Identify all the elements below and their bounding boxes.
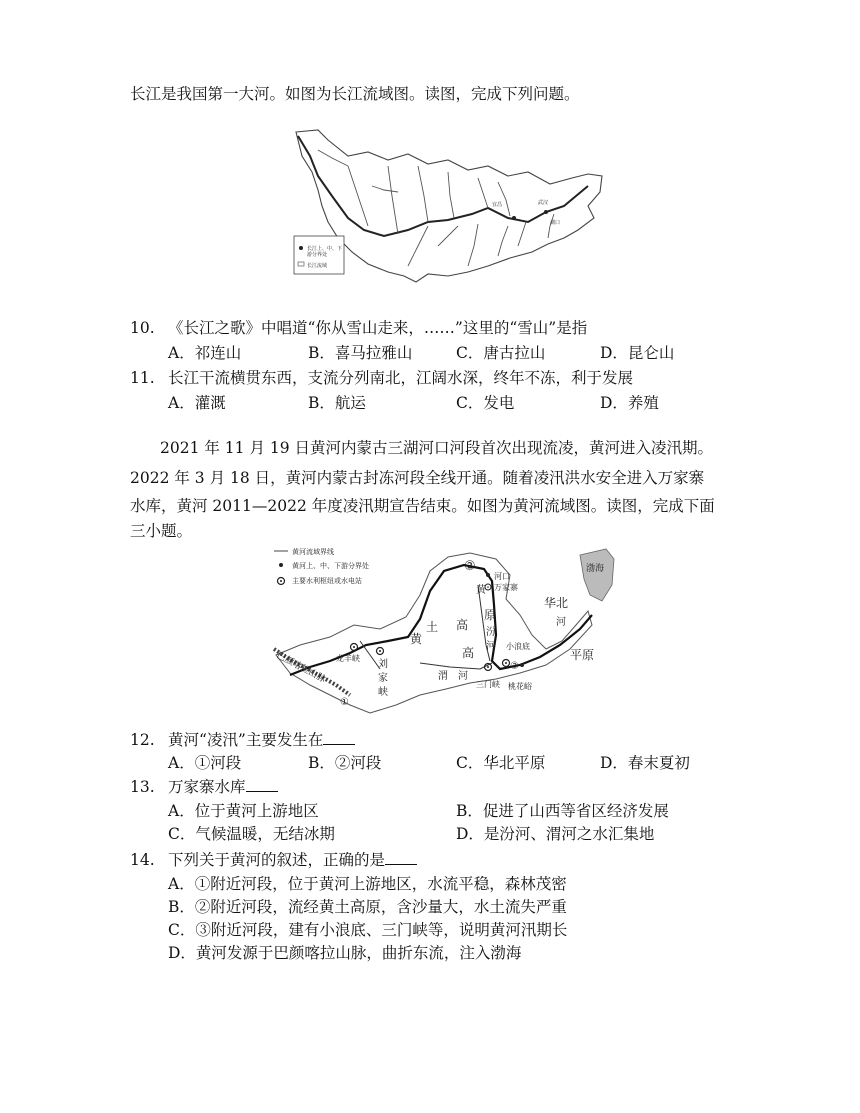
question-number: 14.: [130, 851, 155, 869]
intro-huanghe-line2: 2022 年 3 月 18 日，黄河内蒙古封冻河段全线开通。随着凌汛洪水安全进入万家寨: [130, 469, 705, 487]
q14-option-c: C．③附近河段，建有小浪底、三门峡等，说明黄河汛期长: [168, 921, 568, 939]
svg-text:黄: 黄: [476, 585, 486, 596]
q10-option-c: C．唐古拉山: [456, 344, 546, 362]
svg-text:原: 原: [484, 608, 497, 622]
q11-option-c: C．发电: [456, 394, 515, 412]
q14-option-d: D．黄河发源于巴颜喀拉山脉，曲折东流，注入渤海: [168, 944, 522, 962]
svg-text:华北: 华北: [544, 596, 569, 610]
svg-text:三门峡: 三门峡: [476, 680, 500, 689]
svg-text:家: 家: [378, 673, 388, 684]
q14-option-a: A．①附近河段，位于黄河上游地区，水流平稳，森林茂密: [168, 875, 567, 893]
svg-text:高: 高: [456, 618, 469, 632]
question-stem: 长江干流横贯东西，支流分列南北，江阔水深，终年不冻，利于发展: [168, 369, 634, 387]
q11-option-d: D．养殖: [600, 394, 659, 412]
svg-text:高: 高: [462, 646, 475, 660]
question-stem: 万家寨水库: [168, 778, 246, 796]
question-number: 11.: [130, 369, 155, 387]
question-stem: 下列关于黄河的叙述，正确的是: [168, 851, 386, 869]
question-14: [130, 848, 417, 870]
answer-blank[interactable]: [385, 850, 417, 865]
svg-text:桃花峪: 桃花峪: [508, 682, 532, 691]
question-11: [130, 366, 633, 388]
q10-option-d: D．昆仑山: [600, 344, 675, 362]
svg-text:黄: 黄: [410, 632, 423, 646]
question-stem: 《长江之歌》中唱道“你从雪山走来，……”这里的“雪山”是指: [168, 319, 588, 337]
intro-changjiang: 长江是我国第一大河。如图为长江流域图。读图，完成下列问题。: [130, 85, 580, 103]
question-number: 13.: [130, 778, 155, 796]
svg-text:黄河流域界线: 黄河流域界线: [292, 548, 334, 556]
intro-huanghe-line4: 三小题。: [130, 522, 193, 540]
svg-text:宜昌: 宜昌: [492, 202, 503, 208]
svg-text:渤海: 渤海: [586, 564, 605, 574]
svg-text:巴颜喀拉山脉: 巴颜喀拉山脉: [274, 650, 327, 686]
answer-blank[interactable]: [323, 730, 355, 745]
svg-text:河: 河: [556, 617, 566, 628]
changjiang-basin-map: [288, 126, 606, 288]
question-10: [130, 316, 587, 338]
svg-text:游分界处: 游分界处: [307, 252, 328, 258]
svg-text:龙羊峡: 龙羊峡: [336, 654, 360, 663]
huanghe-basin-map: [270, 545, 616, 717]
question-12: [130, 728, 355, 750]
svg-text:土: 土: [426, 620, 439, 634]
svg-text:小浪底: 小浪底: [506, 642, 530, 651]
svg-text:平原: 平原: [570, 648, 595, 662]
svg-text:万家寨: 万家寨: [494, 583, 518, 592]
question-13: [130, 775, 278, 797]
q14-option-b: B．②附近河段，流经黄土高原，含沙量大，水土流失严重: [168, 898, 567, 916]
svg-text:②: ②: [464, 559, 476, 574]
svg-text:长江流域: 长江流域: [307, 263, 328, 269]
dam-icon: [278, 578, 285, 585]
q11-option-b: B．航运: [308, 394, 366, 412]
svg-text:湖口: 湖口: [550, 220, 561, 226]
svg-text:黄河上、中、下游分界处: 黄河上、中、下游分界处: [292, 562, 369, 570]
q10-option-b: B．喜马拉雅山: [308, 344, 413, 362]
q12-option-d: D．春末夏初: [600, 754, 690, 772]
svg-text:①: ①: [340, 697, 349, 708]
bohai-sea: [580, 549, 614, 601]
svg-text:长江上、中、下: 长江上、中、下: [307, 246, 343, 252]
question-number: 12.: [130, 731, 155, 749]
q12-option-a: A．①河段: [168, 754, 242, 772]
svg-text:③: ③: [510, 661, 519, 672]
svg-text:河口: 河口: [494, 572, 510, 581]
question-number: 10.: [130, 319, 155, 337]
svg-text:峡: 峡: [378, 687, 388, 698]
q13-option-b: B．促进了山西等省区经济发展: [456, 802, 669, 820]
svg-text:武汉: 武汉: [538, 200, 549, 206]
q11-option-a: A．灌溉: [168, 394, 226, 412]
svg-text:汾: 汾: [486, 627, 496, 638]
q13-option-c: C．气候温暖，无结冰期: [168, 825, 335, 843]
q13-option-a: A．位于黄河上游地区: [168, 802, 319, 820]
q13-option-d: D．是汾河、渭河之水汇集地: [456, 825, 655, 843]
intro-huanghe-line3: 水库，黄河 2011—2022 年度凌汛期宣告结束。如图为黄河流域图。读图，完成下面: [130, 497, 715, 515]
q10-option-a: A．祁连山: [168, 344, 242, 362]
svg-text:河: 河: [458, 671, 468, 682]
q12-option-b: B．②河段: [308, 754, 382, 772]
intro-huanghe-line1: 2021 年 11 月 19 日黄河内蒙古三湖河口河段首次出现流凌，黄河进入凌汛期。: [160, 439, 714, 457]
svg-text:刘: 刘: [378, 659, 388, 670]
svg-text:渭: 渭: [438, 671, 448, 682]
q12-option-c: C．华北平原: [456, 754, 546, 772]
svg-text:主要水利枢纽或水电站: 主要水利枢纽或水电站: [292, 577, 362, 585]
answer-blank[interactable]: [246, 777, 278, 792]
question-stem: 黄河“凌汛”主要发生在: [168, 731, 324, 749]
svg-text:河: 河: [486, 641, 496, 652]
